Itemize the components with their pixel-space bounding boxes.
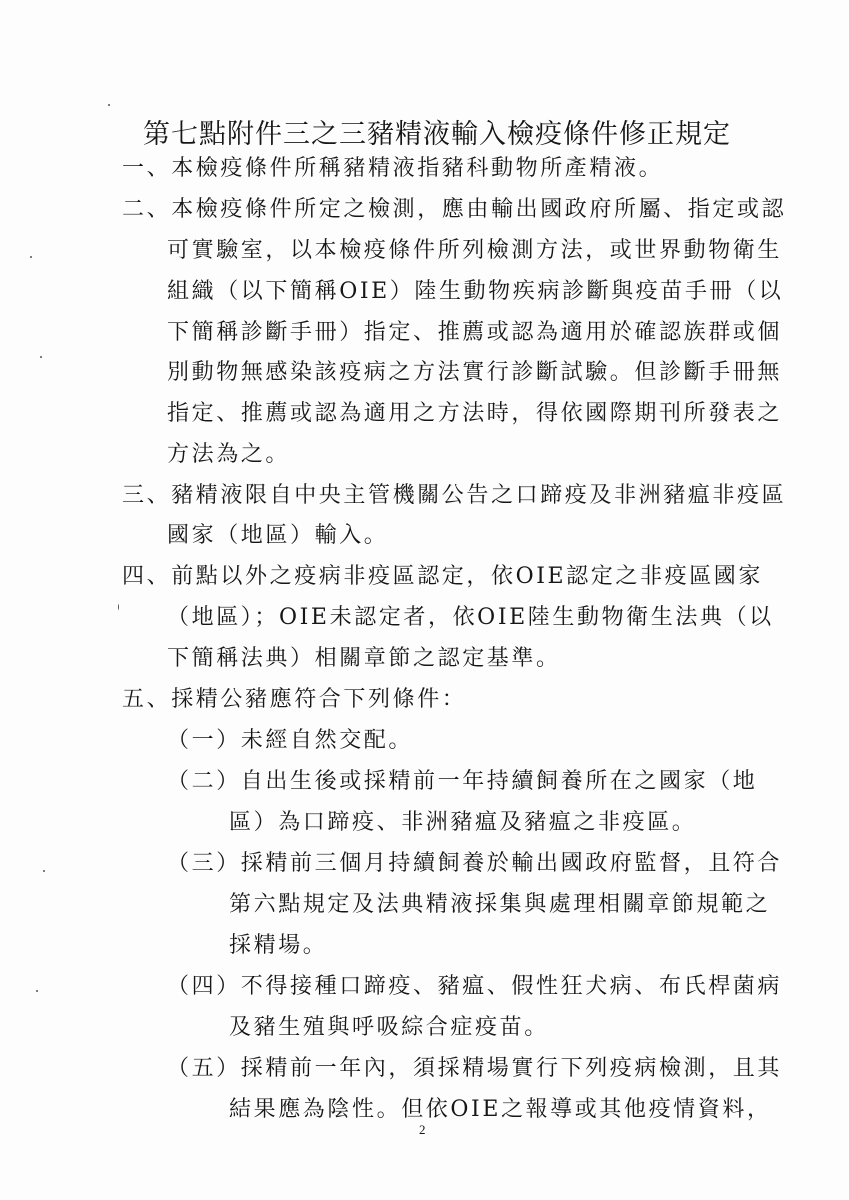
clause-2-line: 下簡稱診斷手冊）指定、推薦或認為適用於確認族群或個 bbox=[167, 320, 783, 345]
subclause-5-2-line: 區）為口蹄疫、非洲豬瘟及豬瘟之非疫區。 bbox=[229, 810, 697, 835]
document-title: 第七點附件三之三豬精液輸入檢疫條件修正規定 bbox=[143, 119, 731, 150]
clause-2: 二、本檢疫條件所定之檢測，應由輸出國政府所屬、指定或認 bbox=[122, 197, 787, 222]
clause-2-line: 可實驗室，以本檢疫條件所列檢測方法，或世界動物衛生 bbox=[167, 238, 783, 263]
clause-3: 三、豬精液限自中央主管機關公告之口蹄疫及非洲豬瘟非疫區 bbox=[122, 483, 787, 508]
clause-2-line: 指定、推薦或認為適用之方法時，得依國際期刊所發表之 bbox=[167, 401, 783, 426]
page-number: 2 bbox=[419, 1122, 426, 1137]
clause-2-line: 方法為之。 bbox=[167, 442, 291, 467]
clause-1: 一、本檢疫條件所稱豬精液指豬科動物所產精液。 bbox=[122, 156, 664, 181]
scan-speck bbox=[36, 990, 38, 992]
scan-speck bbox=[108, 104, 110, 106]
subclause-5-1: （一）未經自然交配。 bbox=[167, 728, 414, 753]
subclause-5-4: （四）不得接種口蹄疫、豬瘟、假性狂犬病、布氏桿菌病 bbox=[167, 974, 783, 999]
scan-speck bbox=[40, 356, 42, 358]
scan-speck bbox=[43, 870, 45, 872]
clause-2-line: 組織（以下簡稱OIE）陸生動物疾病診斷與疫苗手冊（以 bbox=[167, 279, 784, 304]
subclause-5-4-line: 及豬生殖與呼吸綜合症疫苗。 bbox=[229, 1015, 549, 1040]
clause-3-line: 國家（地區）輸入。 bbox=[167, 523, 389, 548]
clause-4: 四、前點以外之疫病非疫區認定，依OIE認定之非疫區國家 bbox=[122, 564, 763, 589]
scan-speck bbox=[30, 256, 32, 258]
scan-speck bbox=[118, 604, 119, 610]
clause-4-line: 下簡稱法典）相關章節之認定基準。 bbox=[167, 646, 561, 671]
clause-4-line: （地區）；OIE未認定者，依OIE陸生動物衛生法典（以 bbox=[167, 605, 774, 630]
subclause-5-2: （二）自出生後或採精前一年持續飼養所在之國家（地 bbox=[167, 769, 758, 794]
clause-5: 五、採精公豬應符合下列條件： bbox=[122, 687, 467, 712]
subclause-5-5: （五）採精前一年內，須採精場實行下列疫病檢測，且其 bbox=[167, 1056, 783, 1081]
subclause-5-3-line: 第六點規定及法典精液採集與處理相關章節規範之 bbox=[229, 892, 771, 917]
subclause-5-5-line: 結果應為陰性。但依OIE之報導或其他疫情資料， bbox=[229, 1097, 772, 1122]
subclause-5-3: （三）採精前三個月持續飼養於輸出國政府監督，且符合 bbox=[167, 851, 783, 876]
subclause-5-3-line: 採精場。 bbox=[229, 933, 328, 958]
clause-2-line: 別動物無感染該疫病之方法實行診斷試驗。但診斷手冊無 bbox=[167, 360, 783, 385]
